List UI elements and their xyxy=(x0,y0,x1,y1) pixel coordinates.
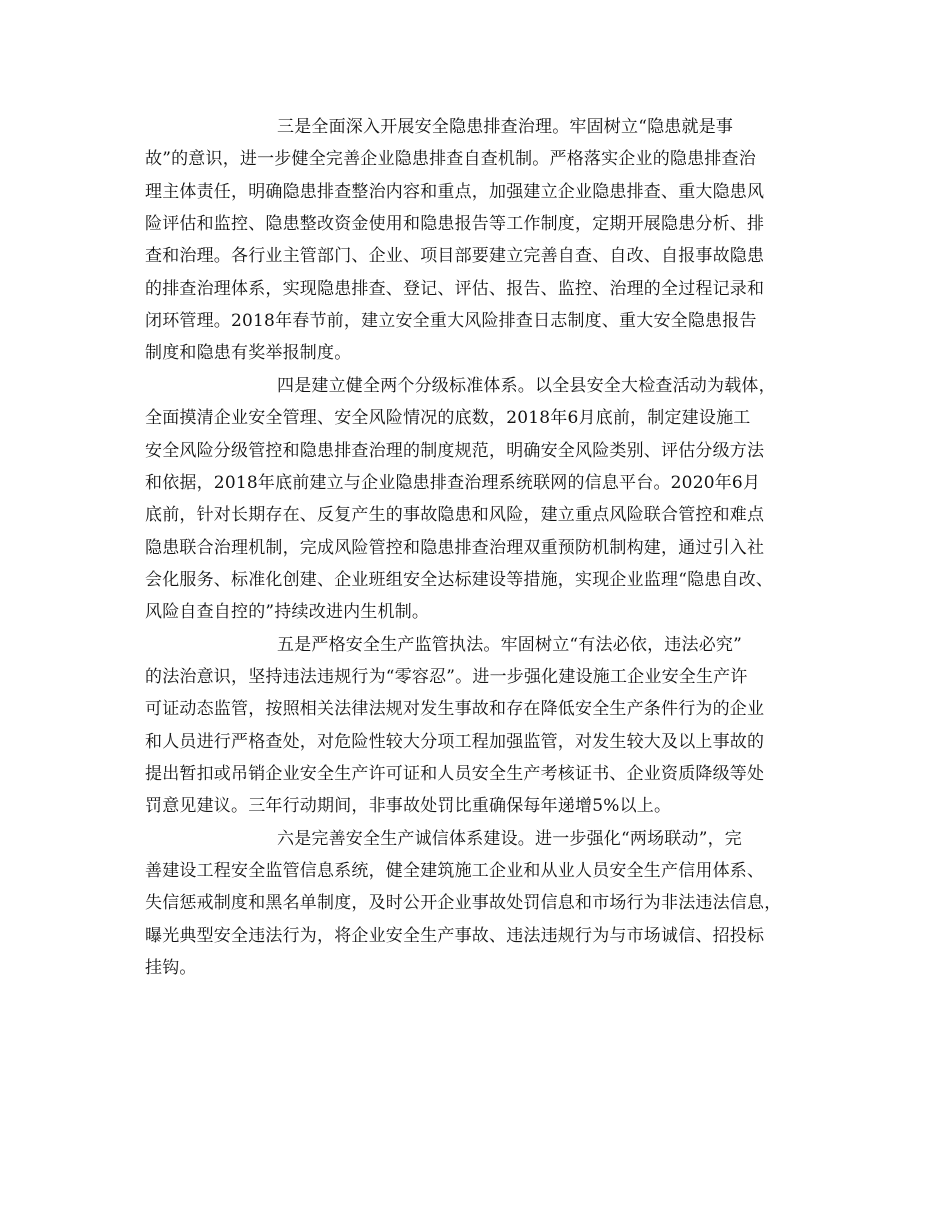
paragraph-line: 故”的意识，进一步健全完善企业隐患排查自查机制。严格落实企业的隐患排查治 xyxy=(145,149,756,170)
paragraph-line: 闭环管理。2018年春节前，建立安全重大风险排查日志制度、重大安全隐患报告 xyxy=(145,311,757,332)
paragraph-line: 理主体责任，明确隐患排查整治内容和重点，加强建立企业隐患排查、重大隐患风 xyxy=(145,181,765,202)
paragraph-first-line: 三是全面深入开展安全隐患排查治理。牢固树立“隐患就是事 xyxy=(277,117,734,137)
paragraph-line: 风险自查自控的”持续改进内生机制。 xyxy=(145,602,430,623)
paragraph-first-line: 四是建立健全两个分级标准体系。以全县安全大检查活动为载体， xyxy=(277,375,776,396)
paragraph-line: 和依据，2018年底前建立与企业隐患排查治理系统联网的信息平台。2020年6月 xyxy=(145,472,761,493)
paragraph-line: 提出暂扣或吊销企业安全生产许可证和人员安全生产考核证书、企业资质降级等处 xyxy=(145,764,765,784)
paragraph-line: 制度和隐患有奖举报制度。 xyxy=(145,343,352,364)
paragraph-line: 罚意见建议。三年行动期间，非事故处罚比重确保每年递增5%以上。 xyxy=(145,796,672,817)
paragraph-line: 的法治意识，坚持违法违规行为“零容忍”。进一步强化建设施工企业安全生产许 xyxy=(145,666,748,687)
paragraph-line: 底前，针对长期存在、反复产生的事故隐患和风险，建立重点风险联合管控和难点 xyxy=(145,505,765,526)
paragraph-line: 隐患联合治理机制，完成风险管控和隐患排查治理双重预防机制构建，通过引入社 xyxy=(145,537,765,558)
paragraph-line: 失信惩戒制度和黑名单制度，及时公开企业事故处罚信息和市场行为非法违法信息， xyxy=(145,893,782,914)
paragraph-line: 安全风险分级管控和隐患排查治理的制度规范，明确安全风险类别、评估分级方法 xyxy=(145,440,765,461)
paragraph-line: 全面摸清企业安全管理、安全风险情况的底数，2018年6月底前，制定建设施工 xyxy=(145,408,751,429)
paragraph-line: 可证动态监管，按照相关法律法规对发生事故和存在降低安全生产条件行为的企业 xyxy=(145,699,765,720)
paragraph-line: 善建设工程安全监管信息系统，健全建筑施工企业和从业人员安全生产信用体系、 xyxy=(145,861,765,882)
paragraph-line: 险评估和监控、隐患整改资金使用和隐患报告等工作制度，定期开展隐患分析、排 xyxy=(145,214,765,235)
paragraph-first-line: 五是严格安全生产监管执法。牢固树立“有法必依，违法必究” xyxy=(277,634,742,655)
paragraph-line: 曝光典型安全违法行为，将企业安全生产事故、违法违规行为与市场诚信、招投标 xyxy=(145,925,765,946)
paragraph-line: 会化服务、标准化创建、企业班组安全达标建设等措施，实现企业监理“隐患自改、 xyxy=(145,569,774,590)
paragraph-line: 的排查治理体系，实现隐患排查、登记、评估、报告、监控、治理的全过程记录和 xyxy=(145,278,765,299)
paragraph-line: 和人员进行严格查处，对危险性较大分项工程加强监管，对发生较大及以上事故的 xyxy=(145,731,765,752)
paragraph-line: 查和治理。各行业主管部门、企业、项目部要建立完善自查、自改、自报事故隐患 xyxy=(145,246,765,267)
paragraph-line: 挂钩。 xyxy=(145,958,197,979)
paragraph-first-line: 六是完善安全生产诚信体系建设。进一步强化“两场联动”，完 xyxy=(277,828,742,849)
